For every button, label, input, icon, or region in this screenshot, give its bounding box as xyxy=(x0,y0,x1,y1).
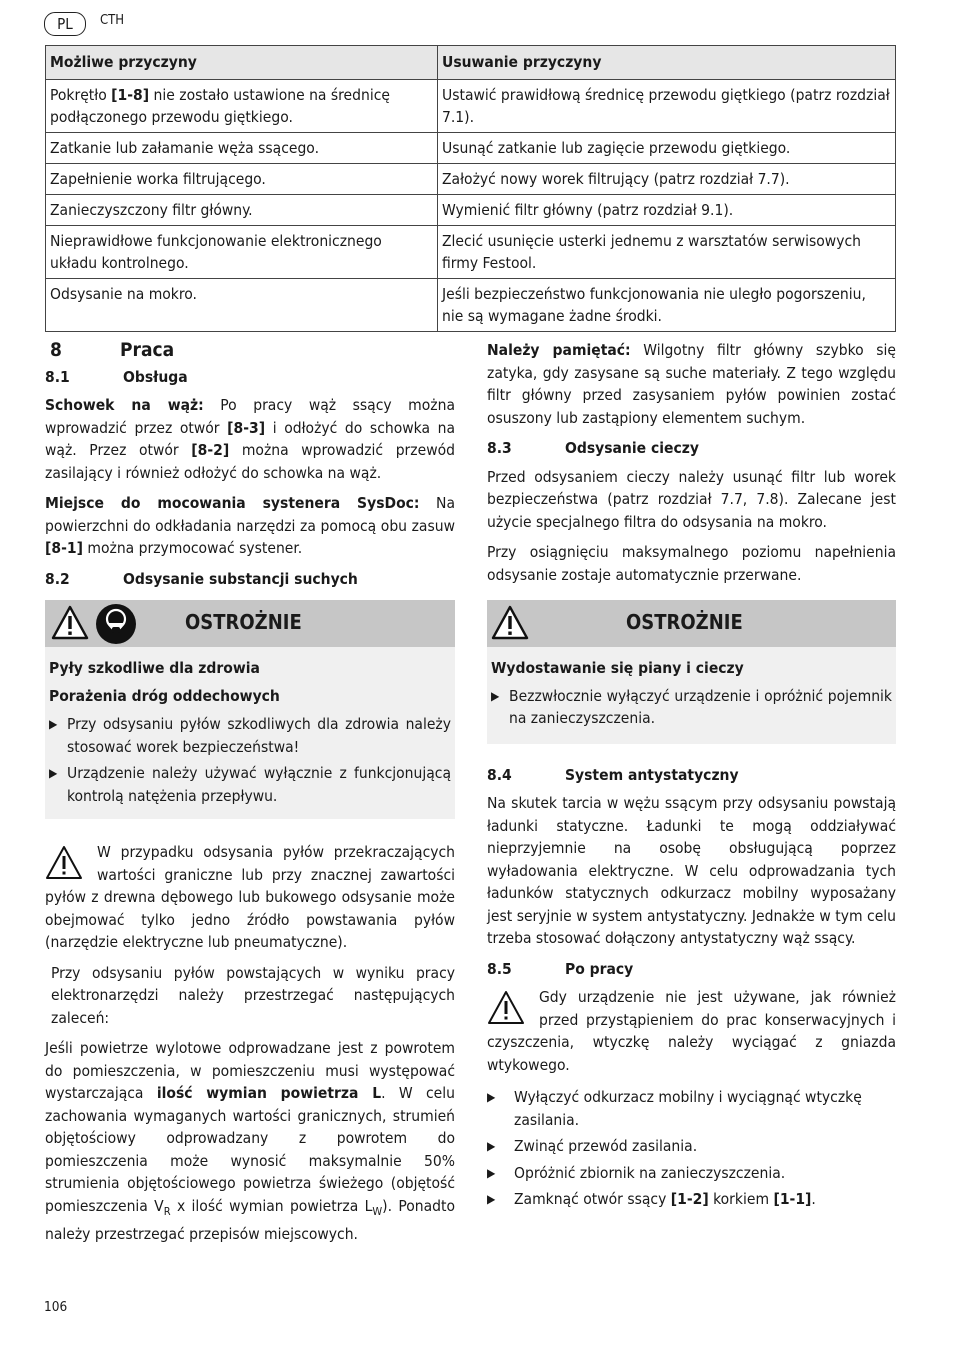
section-8-1-heading: 8.1 Obsługa xyxy=(45,367,188,386)
section-8-3-heading: 8.3 Odsysanie cieczy xyxy=(487,439,699,457)
caution-header xyxy=(45,600,455,647)
caution-topic: Wydostawanie się piany i cieczy xyxy=(491,659,744,677)
warning-triangle-icon xyxy=(51,605,89,641)
max-level-paragraph: Przy osiągnięciu maksymalnego poziomu napełnienia odsysanie zostaje automatycznie przerwane. xyxy=(487,543,896,584)
hose-storage-paragraph: Schowek na wąż: Po pracy wąż ssący można wprowadzić przez otwór [8-3] i odłożyć do schowka na wąż. Przez otwór [8-2] można wprowadzić przewód zasilający i również odłożyć do schowka na wąż. xyxy=(45,396,456,482)
wet-filter-note: Należy pamiętać: Wilgotny filtr główny szybko się zatyka, gdy zasysane są suche materiały. Z tego względu filtr główny przed zasysaniem pyłów powinien zostać osuszony lub zastąpiony elementem suchym. xyxy=(487,341,896,427)
liquid-intro-paragraph: Przed odsysaniem cieczy należy usunąć filtr lub worek bezpieczeństwa (patrz rozdział 7.7, 7.8). Zalecane jest użycie specjalnego filtra do odsysania na mokro. xyxy=(487,467,896,531)
section-8-4-heading: 8.4 System antystatyczny xyxy=(487,765,739,784)
caution-body xyxy=(487,647,896,744)
page-number: 106 xyxy=(44,1299,68,1315)
after-work-step: ▶ Zwinąć przewód zasilania. xyxy=(487,1135,896,1158)
header-fixes: Usuwanie przyczyny xyxy=(438,46,896,80)
air-exchange-paragraph: Jeśli powietrze wylotowe odprowadzane jest z powrotem do pomieszczenia, w pomieszczeniu musi występować wystarczająca ilość wymian powietrza L. W celu zachowania wymaganych wartości granicznych, strumień objętościowy odprowadzany z powrotem do pomieszczenia może wynosić maksymalnie 50% strumienia objętościowego powietrza świeżego (objętość pomieszczenia $V_R$ x ilość wymian powietrza $L_W$). Ponadto należy przestrzegać przepisów miejscowych. xyxy=(45,1039,456,1244)
language-badge: PL xyxy=(44,12,86,36)
warning-triangle-icon xyxy=(491,605,529,641)
section-8-heading: 8 Praca xyxy=(50,339,175,361)
fix-cell: Ustawić prawidłową średnicę przewodu giętkiego (patrz rozdział 7.1). xyxy=(438,80,896,133)
triangle-bullet-icon: ▶ xyxy=(49,717,58,731)
caution-title: OSTROŻNIE xyxy=(185,610,302,634)
caution-title: OSTROŻNIE xyxy=(626,610,743,634)
warning-triangle-icon xyxy=(45,845,83,881)
right-column xyxy=(487,339,896,1215)
caution-topic-2: Porażenia dróg oddechowych xyxy=(49,686,280,705)
warning-triangle-icon xyxy=(487,990,525,1026)
caution-box-dust xyxy=(45,600,455,819)
fix-cell: Usunąć zatkanie lub zagięcie przewodu giętkiego. xyxy=(438,133,896,164)
table-row xyxy=(46,195,896,226)
cause-cell: Pokrętło [1-8] nie zostało ustawione na średnicę podłączonego przewodu giętkiego. xyxy=(46,80,438,133)
caution-box-foam xyxy=(487,600,896,744)
left-column xyxy=(45,339,455,1254)
fix-cell: Zlecić usunięcie usterki jednemu z warsztatów serwisowych firmy Festool. xyxy=(438,226,896,279)
model-label: CTH xyxy=(100,13,125,28)
fix-cell: Jeśli bezpieczeństwo funkcjonowania nie uległo pogorszeniu, nie są wymagane żadne środki. xyxy=(438,279,896,332)
unplug-note: Gdy urządzenie nie jest używane, jak również przed przystąpieniem do prac konserwacyjnych i czyszczenia, wtyczkę należy wyciągać z gniazda wtykowego. xyxy=(487,988,896,1074)
after-work-step: ▶ Opróżnić zbiornik na zanieczyszczenia. xyxy=(487,1162,896,1185)
section-8-5-heading: 8.5 Po pracy xyxy=(487,959,634,978)
caution-topic-1: Pyły szkodliwe dla zdrowia xyxy=(49,659,260,677)
table-row xyxy=(46,279,896,332)
caution-body xyxy=(45,647,455,819)
recommendations-intro: Przy odsysaniu pyłów powstających w wyniku pracy elektronarzędzi należy przestrzegać następujących zaleceń: xyxy=(51,963,455,1027)
fix-cell: Wymienić filtr główny (patrz rozdział 9.1). xyxy=(438,195,896,226)
cause-cell: Nieprawidłowe funkcjonowanie elektronicznego układu kontrolnego. xyxy=(46,226,438,279)
fix-cell: Założyć nowy worek filtrujący (patrz rozdział 7.7). xyxy=(438,164,896,195)
cause-cell: Odsysanie na mokro. xyxy=(46,279,438,332)
antistatic-paragraph: Na skutek tarcia w wężu ssącym przy odsysaniu powstają ładunki statyczne. Ładunki te mogą oddziaływać nieprzyjemnie na osobę obsługującą poprzez wyładowania elektryczne. W celu odprowadzania tych ładunków statycznych odkurzacz mobilny wyposażany jest seryjnie w system antystatyczny. Jednakże w tym celu trzeba stosować dołączony antystatyczny wąż ssący. xyxy=(487,794,896,947)
triangle-bullet-icon: ▶ xyxy=(487,1192,496,1206)
section-8-2-heading: 8.2 Odsysanie substancji suchych xyxy=(45,569,358,588)
triangle-bullet-icon: ▶ xyxy=(49,766,58,780)
caution-header xyxy=(487,600,896,647)
dust-limit-note: W przypadku odsysania pyłów przekraczających wartości graniczne lub przy znacznej zawartości pyłów z drewna dębowego lub bukowego odsysanie może obejmować tylko jedno źródło powstawania pyłów (narzędzie elektryczne lub pneumatyczne). xyxy=(45,843,455,951)
cause-cell: Zanieczyszczony filtr główny. xyxy=(46,195,438,226)
after-work-step: ▶ Wyłączyć odkurzacz mobilny i wyciągnąć wtyczkę zasilania. xyxy=(487,1086,896,1131)
triangle-bullet-icon: ▶ xyxy=(487,1139,496,1153)
table-row xyxy=(46,226,896,279)
caution-bullet: ▶ Urządzenie należy używać wyłącznie z funkcjonującą kontrolą natężenia przepływu. xyxy=(49,762,451,807)
cause-cell: Zapełnienie worka filtrującego. xyxy=(46,164,438,195)
table-row xyxy=(46,164,896,195)
respirator-mask-icon xyxy=(95,603,137,645)
caution-bullet: ▶ Bezzwłocznie wyłączyć urządzenie i opróżnić pojemnik na zanieczyszczenia. xyxy=(491,685,892,730)
caution-bullet: ▶ Przy odsysaniu pyłów szkodliwych dla zdrowia należy stosować worek bezpieczeństwa! xyxy=(49,713,451,758)
triangle-bullet-icon: ▶ xyxy=(487,1090,496,1104)
table-header-row xyxy=(46,46,896,80)
table-row xyxy=(46,80,896,133)
sysdoc-paragraph: Miejsce do mocowania systenera SysDoc: Na powierzchni do odkładania narzędzi za pomocą obu zasuw [8-1] można przymocować systener. xyxy=(45,494,455,557)
troubleshooting-table xyxy=(45,45,896,332)
cause-cell: Zatkanie lub załamanie węża ssącego. xyxy=(46,133,438,164)
table-row xyxy=(46,133,896,164)
after-work-step: ▶ Zamknąć otwór ssący [1-2] korkiem [1-1]. xyxy=(487,1188,896,1211)
header-causes: Możliwe przyczyny xyxy=(46,46,438,80)
triangle-bullet-icon: ▶ xyxy=(487,1165,496,1180)
triangle-bullet-icon: ▶ xyxy=(491,688,500,703)
